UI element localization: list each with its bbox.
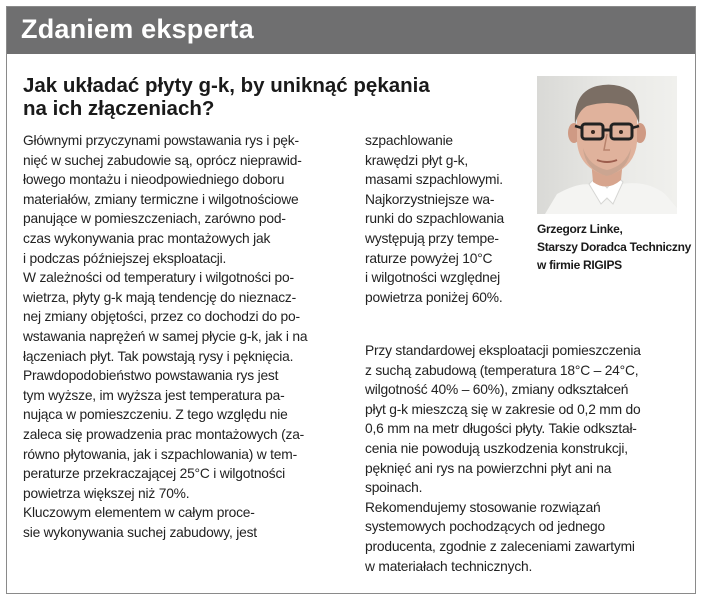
text-line: Kluczowym elementem w całym proce- — [23, 505, 255, 521]
text-line: pęknięć ani rys na powierzchni płyt ani na — [365, 460, 612, 476]
text-line: W zależności od temperatury i wilgotności po- — [23, 270, 294, 286]
text-line: Głównymi przyczynami powstawania rys i pęk- — [23, 133, 299, 148]
text-line: szpachlowanie — [365, 133, 453, 148]
article-title-line: na ich złączeniach? — [23, 97, 215, 120]
expert-photo — [537, 76, 677, 214]
text-line: Prawdopodobieństwo powstawania rys jest — [23, 368, 279, 384]
article-title-line: Jak układać płyty g-k, by uniknąć pękania — [23, 74, 430, 97]
text-line: powietrza większej niż 70%. — [23, 485, 190, 501]
text-line: peraturze przekraczającej 25°C i wilgotności — [23, 466, 286, 482]
expert-opinion-box — [6, 6, 696, 594]
text-line: wilgotność 40% – 60%), zmiany odkształceń — [365, 382, 629, 398]
text-line: zaleca się prowadzenia prac montażowych (za- — [23, 426, 305, 442]
expert-portrait-icon — [537, 76, 677, 214]
text-line: spoinach. — [365, 480, 423, 496]
text-line: nująca w pomieszczeniu. Z tego względu nie — [23, 407, 288, 423]
article-column-right-bottom — [365, 341, 695, 576]
text-line: nięć w suchej zabudowie są, oprócz nieprawid- — [23, 152, 302, 168]
text-line: Rekomendujemy stosowanie rozwiązań — [365, 499, 601, 515]
text-line: czas wykonywania prac montażowych jak — [23, 230, 271, 246]
text-line: tym wyższe, im wyższa jest temperatura pa- — [23, 387, 285, 403]
text-line: materiałów, zmiany termiczne i wilgotnościowe — [23, 191, 299, 207]
text-line: i podczas późniejszej eksploatacji. — [23, 250, 227, 266]
text-line: wstawania naprężeń w samej płycie g-k, jak i na — [23, 328, 308, 344]
expert-name: Grzegorz Linke, — [537, 222, 623, 236]
text-line: sie wykonywania suchej zabudowy, jest — [23, 524, 257, 540]
text-line: producenta, zgodnie z zaleceniami zawartymi — [365, 538, 635, 554]
text-line: runki do szpachlowania — [365, 211, 505, 227]
text-line: powietrza poniżej 60%. — [365, 289, 503, 305]
text-line: krawędzi płyt g-k, — [365, 152, 468, 168]
expert-caption — [537, 220, 692, 274]
text-line: w materiałach technicznych. — [365, 558, 533, 574]
text-line: systemowych pochodzących od jednego — [365, 519, 605, 535]
section-header — [7, 7, 695, 54]
expert-position: Starszy Doradca Techniczny — [537, 240, 692, 254]
text-line: łączeniach płyt. Tak powstają rysy i pęknięcia. — [23, 348, 294, 364]
text-line: występują przy tempe- — [365, 230, 499, 246]
text-line: wietrza, płyty g-k mają tendencję do nieznacz- — [23, 289, 297, 305]
section-title: Zdaniem eksperta — [21, 14, 254, 44]
text-line: i wilgotności względnej — [365, 270, 500, 286]
text-line: panujące w pomieszczeniach, zarówno pod- — [23, 211, 286, 227]
text-line: Najkorzystniejsze wa- — [365, 191, 495, 207]
text-line: łowego montażu i nieodpowiedniego doboru — [23, 172, 285, 188]
text-line: nej zmiany objętości, przez co dochodzi do po- — [23, 309, 300, 325]
text-line: raturze powyżej 10°C — [365, 250, 493, 266]
article-column-left — [23, 131, 358, 542]
text-line: Przy standardowej eksploatacji pomieszczenia — [365, 343, 641, 358]
text-line: cenia nie powodują uszkodzenia konstrukcji, — [365, 440, 628, 456]
text-line: z suchą zabudową (temperatura 18°C – 24°C, — [365, 362, 639, 378]
article-column-right-top — [365, 131, 535, 307]
text-line: 0,6 mm na metr długości płyty. Takie odkształ- — [365, 421, 637, 437]
article-title — [23, 74, 493, 120]
text-line: masami szpachlowymi. — [365, 172, 503, 188]
expert-company: w firmie RIGIPS — [537, 258, 622, 272]
text-line: równo płytowania, jak i szpachlowania) w tem- — [23, 446, 297, 462]
text-line: płyt g-k mieszczą się w zakresie od 0,2 mm do — [365, 401, 641, 417]
